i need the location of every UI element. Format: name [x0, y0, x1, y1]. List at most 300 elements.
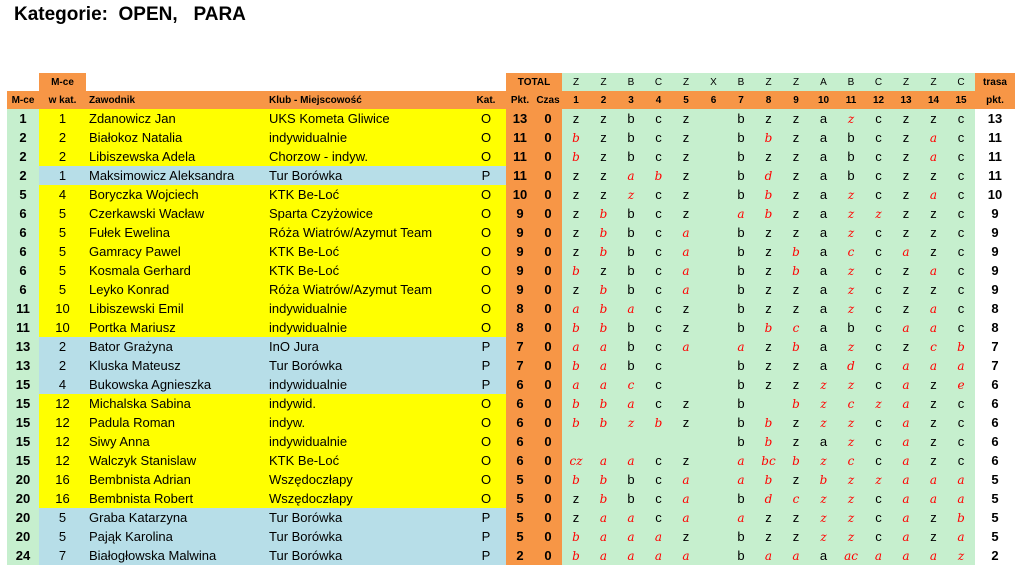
control-point-cell [700, 128, 727, 147]
club-cell: UKS Kometa Gliwice [266, 109, 466, 128]
control-point-cell: a [920, 356, 947, 375]
control-point-cell: z [672, 204, 700, 223]
control-point-cell: z [837, 109, 865, 128]
header-point-number: 5 [672, 91, 700, 109]
control-point-cell [700, 242, 727, 261]
place-cell: 15 [7, 375, 39, 394]
control-point-cell: b [782, 242, 810, 261]
control-point-cell: a [810, 318, 837, 337]
control-point-cell: a [590, 337, 617, 356]
control-point-cell [672, 375, 700, 394]
control-point-cell: z [920, 508, 947, 527]
control-point-cell: a [810, 242, 837, 261]
control-point-cell: b [562, 356, 590, 375]
time-cell: 0 [534, 204, 562, 223]
control-point-cell [700, 470, 727, 489]
header-pkt: Pkt. [506, 91, 534, 109]
control-point-cell: c [947, 204, 975, 223]
category-place-cell: 2 [39, 147, 86, 166]
competitor-name-cell: Kosmala Gerhard [86, 261, 266, 280]
control-point-cell: c [645, 147, 672, 166]
table-row [7, 280, 1015, 299]
control-point-cell: z [562, 109, 590, 128]
category-cell: P [466, 166, 506, 185]
route-points-cell: 9 [975, 261, 1015, 280]
route-points-cell: 11 [975, 166, 1015, 185]
table-row [7, 128, 1015, 147]
control-point-cell: z [892, 166, 920, 185]
control-point-cell: z [837, 508, 865, 527]
category-cell: O [466, 185, 506, 204]
place-cell: 2 [7, 147, 39, 166]
control-point-cell: b [645, 166, 672, 185]
competitor-name-cell: Michalska Sabina [86, 394, 266, 413]
control-point-cell: a [892, 375, 920, 394]
control-point-cell: a [617, 546, 645, 565]
control-point-cell: b [562, 527, 590, 546]
points-cell: 6 [506, 451, 534, 470]
points-cell: 13 [506, 109, 534, 128]
club-cell: Tur Borówka [266, 166, 466, 185]
control-point-cell: z [810, 394, 837, 413]
control-point-cell: z [782, 356, 810, 375]
competitor-name-cell: Bembnista Adrian [86, 470, 266, 489]
control-point-cell: c [947, 394, 975, 413]
control-point-cell: a [920, 470, 947, 489]
control-point-cell: b [727, 394, 755, 413]
category-place-cell: 5 [39, 508, 86, 527]
control-point-cell: b [727, 223, 755, 242]
header-wkat: w kat. [39, 91, 86, 109]
control-point-cell: c [645, 128, 672, 147]
control-point-cell: c [865, 242, 892, 261]
control-point-cell: a [865, 546, 892, 565]
control-point-cell: c [645, 451, 672, 470]
control-point-cell: b [755, 185, 782, 204]
control-point-cell: z [782, 204, 810, 223]
control-point-cell [700, 299, 727, 318]
control-point-cell: z [590, 147, 617, 166]
control-point-cell [645, 432, 672, 451]
control-point-cell: a [947, 356, 975, 375]
header-kat: Kat. [466, 91, 506, 109]
competitor-name-cell: Białokoz Natalia [86, 128, 266, 147]
header-point-number: 12 [865, 91, 892, 109]
control-point-cell: c [947, 147, 975, 166]
time-cell: 0 [534, 109, 562, 128]
control-point-cell: a [590, 527, 617, 546]
control-point-cell: b [755, 128, 782, 147]
control-point-cell: a [672, 470, 700, 489]
control-point-cell: b [755, 413, 782, 432]
header-code: Z [562, 73, 590, 91]
control-point-cell: cz [562, 451, 590, 470]
control-point-cell [672, 432, 700, 451]
control-point-cell: c [947, 299, 975, 318]
control-point-cell: z [672, 318, 700, 337]
header-code: C [865, 73, 892, 91]
control-point-cell: a [782, 546, 810, 565]
place-cell: 20 [7, 508, 39, 527]
time-cell: 0 [534, 185, 562, 204]
control-point-cell: a [810, 356, 837, 375]
control-point-cell: c [645, 223, 672, 242]
control-point-cell: z [892, 299, 920, 318]
header-code: X [700, 73, 727, 91]
control-point-cell: c [865, 147, 892, 166]
control-point-cell: z [892, 147, 920, 166]
table-row [7, 470, 1015, 489]
control-point-cell [700, 432, 727, 451]
competitor-name-cell: Leyko Konrad [86, 280, 266, 299]
control-point-cell: z [755, 147, 782, 166]
control-point-cell: a [727, 508, 755, 527]
category-place-cell: 12 [39, 432, 86, 451]
control-point-cell [700, 451, 727, 470]
control-point-cell: b [617, 128, 645, 147]
time-cell: 0 [534, 280, 562, 299]
header-klub: Klub - Miejscowość [266, 91, 466, 109]
control-point-cell: a [645, 527, 672, 546]
header-code: Z [672, 73, 700, 91]
control-point-cell [700, 356, 727, 375]
category-place-cell: 2 [39, 356, 86, 375]
points-cell: 5 [506, 527, 534, 546]
control-point-cell: b [727, 527, 755, 546]
competitor-name-cell: Pająk Karolina [86, 527, 266, 546]
control-point-cell: b [562, 546, 590, 565]
table-row [7, 109, 1015, 128]
club-cell: Róża Wiatrów/Azymut Team [266, 223, 466, 242]
table-row [7, 223, 1015, 242]
control-point-cell: b [727, 375, 755, 394]
route-points-cell: 9 [975, 223, 1015, 242]
control-point-cell: z [920, 413, 947, 432]
control-point-cell: z [892, 185, 920, 204]
control-point-cell: c [865, 451, 892, 470]
control-point-cell: b [617, 261, 645, 280]
header-code: Z [782, 73, 810, 91]
header-point-number: 13 [892, 91, 920, 109]
control-point-cell: a [810, 299, 837, 318]
control-point-cell: a [617, 527, 645, 546]
control-point-cell: a [562, 299, 590, 318]
control-point-cell: a [892, 470, 920, 489]
control-point-cell: a [892, 318, 920, 337]
control-point-cell: c [837, 394, 865, 413]
route-points-cell: 9 [975, 280, 1015, 299]
time-cell: 0 [534, 337, 562, 356]
club-cell: Tur Borówka [266, 527, 466, 546]
time-cell: 0 [534, 489, 562, 508]
control-point-cell: a [810, 204, 837, 223]
control-point-cell: b [590, 413, 617, 432]
control-point-cell: z [782, 223, 810, 242]
route-points-cell: 10 [975, 185, 1015, 204]
control-point-cell: c [865, 318, 892, 337]
control-point-cell: z [782, 299, 810, 318]
table-row [7, 356, 1015, 375]
control-point-cell: b [590, 299, 617, 318]
control-point-cell: c [865, 299, 892, 318]
header-trasa-pkt: pkt. [975, 91, 1015, 109]
control-point-cell: z [562, 204, 590, 223]
club-cell: Tur Borówka [266, 546, 466, 565]
control-point-cell: z [590, 166, 617, 185]
control-point-cell: b [727, 432, 755, 451]
table-row [7, 318, 1015, 337]
control-point-cell: c [645, 356, 672, 375]
header-point-number: 3 [617, 91, 645, 109]
control-point-cell: z [562, 166, 590, 185]
control-point-cell: z [755, 223, 782, 242]
category-place-cell: 5 [39, 242, 86, 261]
control-point-cell: a [672, 223, 700, 242]
control-point-cell: z [672, 166, 700, 185]
time-cell: 0 [534, 223, 562, 242]
control-point-cell: z [920, 375, 947, 394]
control-point-cell: a [920, 318, 947, 337]
control-point-cell: c [947, 432, 975, 451]
time-cell: 0 [534, 318, 562, 337]
category-place-cell: 10 [39, 299, 86, 318]
control-point-cell: b [590, 204, 617, 223]
control-point-cell [700, 166, 727, 185]
control-point-cell: a [617, 508, 645, 527]
category-place-cell: 5 [39, 280, 86, 299]
points-cell: 5 [506, 489, 534, 508]
control-point-cell: z [920, 432, 947, 451]
control-point-cell: a [810, 432, 837, 451]
control-point-cell: z [865, 394, 892, 413]
control-point-cell: c [865, 413, 892, 432]
control-point-cell: z [837, 204, 865, 223]
competitor-name-cell: Libiszewska Adela [86, 147, 266, 166]
category-place-cell: 4 [39, 185, 86, 204]
category-cell: O [466, 299, 506, 318]
control-point-cell: z [672, 451, 700, 470]
time-cell: 0 [534, 546, 562, 565]
route-points-cell: 9 [975, 204, 1015, 223]
competitor-name-cell: Gamracy Pawel [86, 242, 266, 261]
control-point-cell: a [810, 261, 837, 280]
control-point-cell: z [837, 432, 865, 451]
category-cell: P [466, 337, 506, 356]
category-cell: O [466, 261, 506, 280]
control-point-cell: c [865, 280, 892, 299]
control-point-cell: b [645, 413, 672, 432]
control-point-cell: z [837, 337, 865, 356]
table-row [7, 508, 1015, 527]
control-point-cell: a [892, 432, 920, 451]
table-row [7, 147, 1015, 166]
place-cell: 2 [7, 166, 39, 185]
table-row [7, 242, 1015, 261]
route-points-cell: 7 [975, 337, 1015, 356]
control-point-cell [700, 413, 727, 432]
place-cell: 15 [7, 432, 39, 451]
control-point-cell: z [562, 185, 590, 204]
club-cell: Tur Borówka [266, 508, 466, 527]
category-place-cell: 5 [39, 527, 86, 546]
category-cell: O [466, 451, 506, 470]
category-place-cell: 5 [39, 223, 86, 242]
control-point-cell: a [562, 337, 590, 356]
control-point-cell: z [782, 413, 810, 432]
control-point-cell: z [782, 375, 810, 394]
table-row [7, 299, 1015, 318]
control-point-cell: z [672, 128, 700, 147]
control-point-cell: a [672, 546, 700, 565]
category-cell: O [466, 147, 506, 166]
route-points-cell: 11 [975, 128, 1015, 147]
table-row [7, 261, 1015, 280]
route-points-cell: 5 [975, 470, 1015, 489]
points-cell: 8 [506, 299, 534, 318]
control-point-cell: b [727, 280, 755, 299]
control-point-cell: b [727, 413, 755, 432]
control-point-cell: c [947, 166, 975, 185]
control-point-cell: b [590, 318, 617, 337]
control-point-cell: z [920, 109, 947, 128]
club-cell: indyw. [266, 413, 466, 432]
control-point-cell: b [947, 508, 975, 527]
control-point-cell: b [617, 223, 645, 242]
header-code: B [617, 73, 645, 91]
control-point-cell: a [920, 147, 947, 166]
control-point-cell: c [645, 394, 672, 413]
time-cell: 0 [534, 356, 562, 375]
control-point-cell: z [672, 413, 700, 432]
control-point-cell: c [947, 242, 975, 261]
category-cell: O [466, 204, 506, 223]
control-point-cell: c [947, 223, 975, 242]
control-point-cell: z [837, 299, 865, 318]
control-point-cell: z [782, 147, 810, 166]
control-point-cell: z [837, 280, 865, 299]
header-code: Z [920, 73, 947, 91]
control-point-cell: b [617, 242, 645, 261]
control-point-cell [562, 432, 590, 451]
control-point-cell: z [562, 242, 590, 261]
club-cell: indywid. [266, 394, 466, 413]
control-point-cell: c [947, 451, 975, 470]
control-point-cell: z [562, 280, 590, 299]
control-point-cell: z [782, 109, 810, 128]
control-point-cell [672, 356, 700, 375]
control-point-cell: a [947, 470, 975, 489]
competitor-name-cell: Kluska Mateusz [86, 356, 266, 375]
control-point-cell: c [947, 280, 975, 299]
control-point-cell: a [892, 527, 920, 546]
header-point-number: 10 [810, 91, 837, 109]
control-point-cell: b [617, 318, 645, 337]
control-point-cell: a [892, 489, 920, 508]
control-point-cell: b [727, 147, 755, 166]
control-point-cell: b [755, 432, 782, 451]
control-point-cell: z [920, 394, 947, 413]
time-cell: 0 [534, 413, 562, 432]
control-point-cell: b [617, 489, 645, 508]
control-point-cell: b [562, 394, 590, 413]
control-point-cell: b [947, 337, 975, 356]
control-point-cell: a [892, 508, 920, 527]
control-point-cell: c [782, 318, 810, 337]
route-points-cell: 6 [975, 432, 1015, 451]
control-point-cell: z [920, 451, 947, 470]
table-row [7, 546, 1015, 565]
competitor-name-cell: Siwy Anna [86, 432, 266, 451]
category-place-cell: 12 [39, 394, 86, 413]
control-point-cell: z [617, 413, 645, 432]
control-point-cell: c [947, 318, 975, 337]
control-point-cell: a [590, 451, 617, 470]
control-point-cell: a [672, 508, 700, 527]
control-point-cell: z [947, 546, 975, 565]
category-cell: P [466, 508, 506, 527]
control-point-cell: b [755, 318, 782, 337]
control-point-cell: b [727, 489, 755, 508]
control-point-cell: b [837, 166, 865, 185]
category-place-cell: 7 [39, 546, 86, 565]
category-place-cell: 1 [39, 166, 86, 185]
category-cell: P [466, 527, 506, 546]
time-cell: 0 [534, 451, 562, 470]
route-points-cell: 5 [975, 508, 1015, 527]
table-row [7, 432, 1015, 451]
club-cell: indywidualnie [266, 375, 466, 394]
table-row [7, 451, 1015, 470]
control-point-cell: b [562, 318, 590, 337]
control-point-cell: a [672, 489, 700, 508]
control-point-cell: z [920, 204, 947, 223]
competitor-name-cell: Libiszewski Emil [86, 299, 266, 318]
category-cell: O [466, 223, 506, 242]
competitor-name-cell: Bembnista Robert [86, 489, 266, 508]
category-place-cell: 5 [39, 204, 86, 223]
place-cell: 6 [7, 223, 39, 242]
category-place-cell: 12 [39, 413, 86, 432]
place-cell: 20 [7, 527, 39, 546]
category-place-cell: 10 [39, 318, 86, 337]
place-cell: 20 [7, 470, 39, 489]
control-point-cell: c [865, 261, 892, 280]
control-point-cell: z [892, 280, 920, 299]
control-point-cell: b [755, 470, 782, 489]
control-point-cell [700, 318, 727, 337]
route-points-cell: 5 [975, 489, 1015, 508]
control-point-cell: ac [837, 546, 865, 565]
header-row-labels [7, 91, 1015, 109]
control-point-cell: z [810, 451, 837, 470]
header-row-codes [7, 73, 1015, 91]
table-row [7, 204, 1015, 223]
control-point-cell: d [755, 489, 782, 508]
club-cell: KTK Be-Loć [266, 185, 466, 204]
control-point-cell [700, 261, 727, 280]
table-row [7, 166, 1015, 185]
competitor-name-cell: Fułek Ewelina [86, 223, 266, 242]
header-zawodnik: Zawodnik [86, 91, 266, 109]
header-mce-wkat: M-ce [39, 73, 86, 91]
control-point-cell: z [672, 147, 700, 166]
club-cell: indywidualnie [266, 128, 466, 147]
control-point-cell: b [617, 109, 645, 128]
place-cell: 6 [7, 280, 39, 299]
category-cell: O [466, 109, 506, 128]
control-point-cell: b [782, 261, 810, 280]
category-cell: O [466, 413, 506, 432]
